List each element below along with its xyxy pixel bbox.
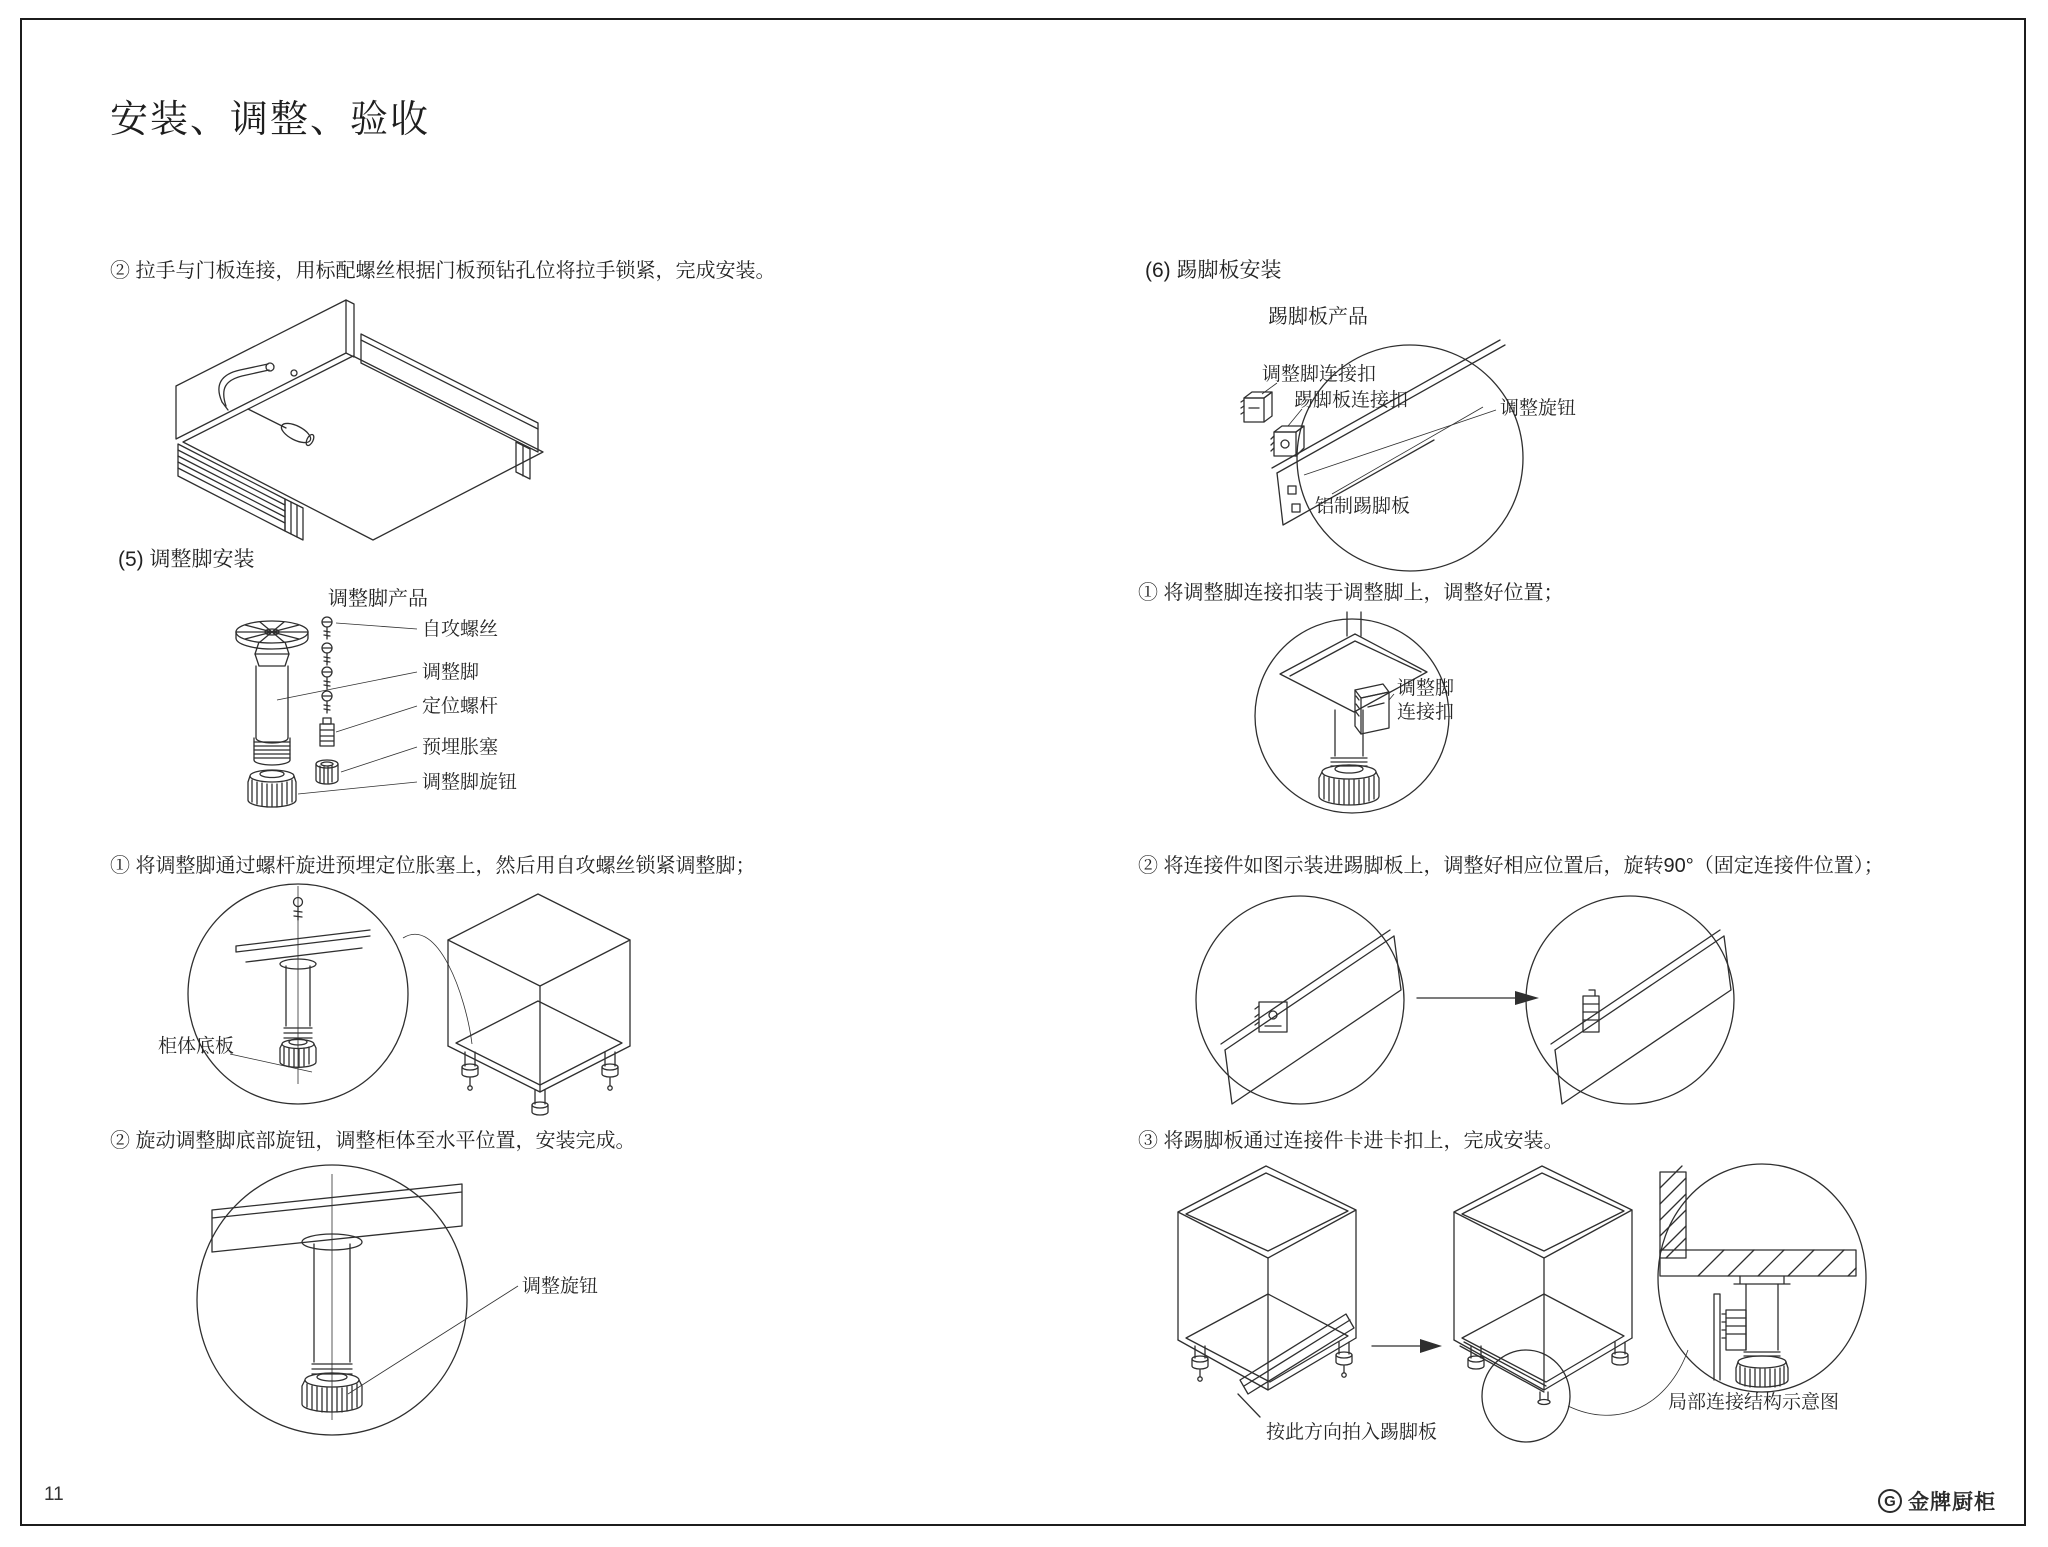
connection-detail	[1658, 1164, 1866, 1392]
foot-with-clip	[1319, 684, 1389, 805]
leader-lines	[277, 623, 417, 794]
door-panel-outline	[176, 300, 543, 540]
adjustable-foot-exploded-diagram	[215, 610, 645, 850]
aluminum-board-label: 铝制踢脚板	[1315, 496, 1411, 517]
part-label-positioning-stud: 定位螺杆	[422, 696, 499, 717]
page-title: 安装、调整、验收	[110, 99, 431, 141]
adjust-knob-label: 调整旋钮	[522, 1276, 599, 1297]
board-with-clip-before	[1221, 930, 1401, 1104]
positioning-stud	[323, 718, 331, 724]
board-with-clip-after	[1551, 930, 1731, 1104]
handle-icon	[219, 363, 297, 410]
toe-kick-product-diagram	[1232, 336, 1792, 578]
push-direction-label: 按此方向拍入踢脚板	[1266, 1422, 1438, 1443]
right-step3-text: ③ 将踢脚板通过连接件卡进卡扣上，完成安装。	[1138, 1130, 1564, 1152]
brand-logo-icon: G	[1878, 1489, 1902, 1513]
clip-on-foot-diagram	[1255, 610, 1585, 828]
toe-kick-caption: 踢脚板产品	[1268, 306, 1368, 328]
cabinet-bottom-label: 柜体底板	[158, 1036, 235, 1057]
arrow	[1417, 991, 1539, 1005]
detail-label: 局部连接结构示意图	[1668, 1392, 1840, 1413]
page-number: 11	[44, 1484, 64, 1505]
handle-install-diagram	[118, 294, 558, 542]
foot-screws	[316, 617, 338, 784]
left-step1-text: ① 将调整脚通过螺杆旋进预埋定位胀塞上，然后用自攻螺丝锁紧调整脚；	[110, 855, 756, 877]
part-label-adjustable-foot: 调整脚	[422, 662, 480, 683]
cabinet-before	[1178, 1166, 1356, 1417]
highlight-ellipse	[1482, 1350, 1570, 1442]
foot-clip-label-line2: 连接扣	[1397, 702, 1455, 723]
part-label-foot-knob: 调整脚旋钮	[422, 772, 518, 793]
cabinet-after	[1454, 1166, 1632, 1405]
screwdriver-icon	[248, 409, 315, 447]
arrow	[1372, 1339, 1442, 1353]
foot-mount-diagram	[118, 876, 658, 1126]
knob-closeup-diagram	[150, 1152, 710, 1447]
detail-foot	[1714, 1276, 1790, 1387]
expansion-plug	[316, 760, 338, 768]
clip-rotation-diagram	[1185, 882, 1745, 1120]
foot-clip-label-line1: 调整脚	[1397, 678, 1455, 699]
brand-name: 金牌厨柜	[1908, 1491, 1996, 1514]
board-clip-label: 踢脚板连接扣	[1294, 390, 1409, 411]
hatched-boards	[1660, 1166, 1856, 1276]
toe-kick-install-diagram	[1148, 1154, 1920, 1450]
board-clip	[1271, 426, 1304, 456]
adjustable-foot-caption: 调整脚产品	[328, 588, 428, 610]
left-handle-step-text: ② 拉手与门板连接，用标配螺丝根据门板预钻孔位将拉手锁紧，完成安装。	[110, 260, 776, 282]
brand-logo	[1878, 1486, 1996, 1516]
cabinet-box	[448, 894, 630, 1115]
left-step2-text: ② 旋动调整脚底部旋钮，调整柜体至水平位置，安装完成。	[110, 1130, 636, 1152]
part-label-expansion-plug: 预埋胀塞	[422, 737, 499, 758]
part-label-self-tapping-screw: 自攻螺丝	[422, 619, 499, 640]
foot-body	[236, 621, 308, 807]
foot-clip-label: 调整脚连接扣	[1262, 364, 1377, 385]
foot-closeup	[212, 1184, 462, 1412]
section-5-heading: (5) 调整脚安装	[118, 548, 255, 571]
section-6-heading: (6) 踢脚板安装	[1145, 259, 1282, 282]
foot-clip	[1241, 392, 1272, 422]
adjust-knob-label: 调整旋钮	[1500, 398, 1577, 419]
right-step2-text: ② 将连接件如图示装进踢脚板上，调整好相应位置后，旋转90°（固定连接件位置）；	[1138, 855, 1884, 877]
foot-under-board	[236, 898, 370, 1068]
right-step1-text: ① 将调整脚连接扣装于调整脚上，调整好位置；	[1138, 582, 1564, 604]
